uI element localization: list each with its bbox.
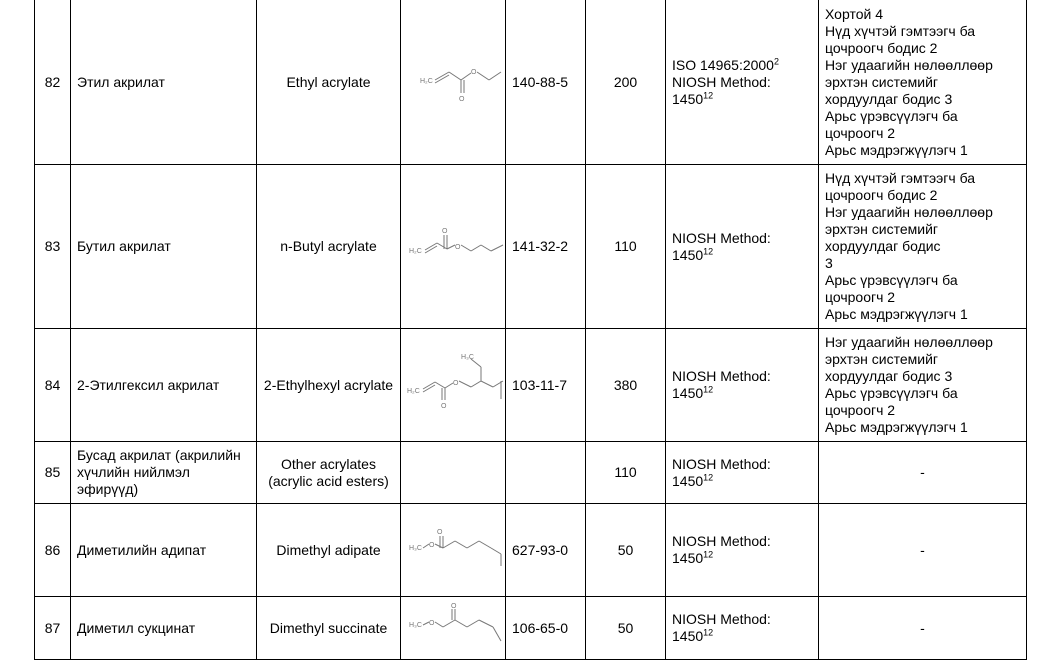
method-line: NIOSH Method:: [672, 455, 771, 472]
structure-label: O: [429, 620, 435, 627]
ethyl-acrylate-structure: [401, 0, 505, 164]
limit-value: 50: [586, 597, 666, 660]
row-number: 84: [35, 329, 71, 442]
method-cell: [666, 597, 819, 660]
hazard-classification: Хортой 4 Нүд хүчтэй гэмтээгч ба цочроогч бодис 2 Нэг удаагийн нөлөөллөөр эрхтэн системийг хордуулдаг бодис 3 Арьс үрэвсүүлэгч ба цочроогч 2 Арьс мэдрэгжүүлэгч 1: [819, 0, 1027, 165]
structure-label: O: [453, 380, 459, 387]
name-english: Dimethyl adipate: [257, 504, 401, 597]
method-line: NIOSH Method:: [672, 533, 771, 549]
method-line: 1450$^{12}$: [672, 245, 714, 263]
name-mongolian: Диметилийн адипат: [71, 504, 257, 597]
structure-label: O: [437, 529, 443, 536]
dimethyl-adipate-structure: [401, 504, 505, 596]
name-mongolian: Бусад акрилат (акрилийн хүчлийн нийлмэл эфирүүд): [71, 442, 257, 504]
structure-label: H₃C: [409, 622, 422, 629]
row-number: 82: [35, 0, 71, 165]
limit-value: 110: [586, 442, 666, 504]
method-line: 1450$^{12}$: [672, 549, 714, 566]
name-mongolian: Диметил сукцинат: [71, 597, 257, 660]
cas-number: [506, 442, 586, 504]
name-english: n-Butyl acrylate: [257, 165, 401, 329]
name-mongolian: 2-Этилгексил акрилат: [71, 329, 257, 442]
chemical-limits-table: [34, 0, 1027, 660]
structure-label: O: [442, 228, 448, 235]
method-line: 1450$^{12}$: [672, 384, 714, 401]
method-line: 1450$^{12}$: [672, 627, 714, 644]
cas-number: 106-65-0: [506, 597, 586, 660]
hazard-classification: Нүд хүчтэй гэмтээгч ба цочроогч бодис 2 Нэг удаагийн нөлөөллөөр эрхтэн системийг хордуулдаг бодис 3 Арьс үрэвсүүлэгч ба цочроогч 2 Арьс мэдрэгжүүлэгч 1: [819, 165, 1027, 329]
method-line: ISO 14965:2000$^2$: [672, 55, 779, 73]
method-line: NIOSH Method:: [672, 611, 771, 627]
row-number: 85: [35, 442, 71, 504]
table-row: [35, 597, 1027, 660]
structure-label: H₃C: [409, 545, 422, 552]
row-number: 86: [35, 504, 71, 597]
hazard-classification: -: [819, 597, 1027, 660]
structure-label: O: [471, 69, 477, 76]
limit-value: 110: [586, 165, 666, 329]
method-line: NIOSH Method:: [672, 368, 771, 384]
hazard-classification: -: [819, 442, 1027, 504]
limit-value: 200: [586, 0, 666, 165]
cas-number: 141-32-2: [506, 165, 586, 329]
structure-cell: [401, 597, 506, 660]
structure-cell: [401, 442, 506, 504]
method-line: 1450$^{12}$: [672, 89, 714, 107]
name-english: Ethyl acrylate: [257, 0, 401, 165]
cas-number: 140-88-5: [506, 0, 586, 165]
method-cell: [666, 0, 819, 165]
method-cell: [666, 504, 819, 597]
structure-label: O: [441, 403, 447, 410]
table-row: [35, 442, 1027, 504]
structure-cell: [401, 504, 506, 597]
structure-cell: [401, 165, 506, 329]
hazard-classification: -: [819, 504, 1027, 597]
structure-cell: [401, 329, 506, 442]
structure-label: O: [429, 542, 435, 549]
name-english: Other acrylates (acrylic acid esters): [257, 442, 401, 504]
method-cell: [666, 329, 819, 442]
structure-label: H₃C: [461, 354, 474, 361]
structure-label: H₂C: [420, 78, 433, 85]
name-english: Dimethyl succinate: [257, 597, 401, 660]
structure-label: H₂C: [407, 388, 420, 395]
name-mongolian: Бутил акрилат: [71, 165, 257, 329]
structure-label: H₂C: [409, 248, 422, 255]
structure-label: O: [455, 244, 461, 251]
method-line: NIOSH Method:: [672, 229, 771, 246]
row-number: 83: [35, 165, 71, 329]
cas-number: 627-93-0: [506, 504, 586, 597]
method-cell: [666, 442, 819, 504]
method-cell: [666, 165, 819, 329]
table-row: [35, 504, 1027, 597]
name-mongolian: Этил акрилат: [71, 0, 257, 165]
limit-value: 380: [586, 329, 666, 442]
table-row: [35, 0, 1027, 165]
method-line: 1450$^{12}$: [672, 471, 714, 489]
limit-value: 50: [586, 504, 666, 597]
structure-label: O: [459, 96, 465, 103]
structure-cell: [401, 0, 506, 165]
cas-number: 103-11-7: [506, 329, 586, 442]
row-number: 87: [35, 597, 71, 660]
ethylhexyl-acrylate-structure: [401, 329, 505, 441]
name-english: 2-Ethylhexyl acrylate: [257, 329, 401, 442]
dimethyl-succinate-structure: [401, 597, 505, 659]
hazard-classification: Нэг удаагийн нөлөөллөөр эрхтэн системийг хордуулдаг бодис 3 Арьс үрэвсүүлэгч ба цочроогч 2 Арьс мэдрэгжүүлэгч 1: [819, 329, 1027, 442]
structure-label: O: [451, 603, 457, 610]
method-line: NIOSH Method:: [672, 73, 771, 90]
table-row: [35, 329, 1027, 442]
butyl-acrylate-structure: [401, 165, 505, 328]
table-row: [35, 165, 1027, 329]
